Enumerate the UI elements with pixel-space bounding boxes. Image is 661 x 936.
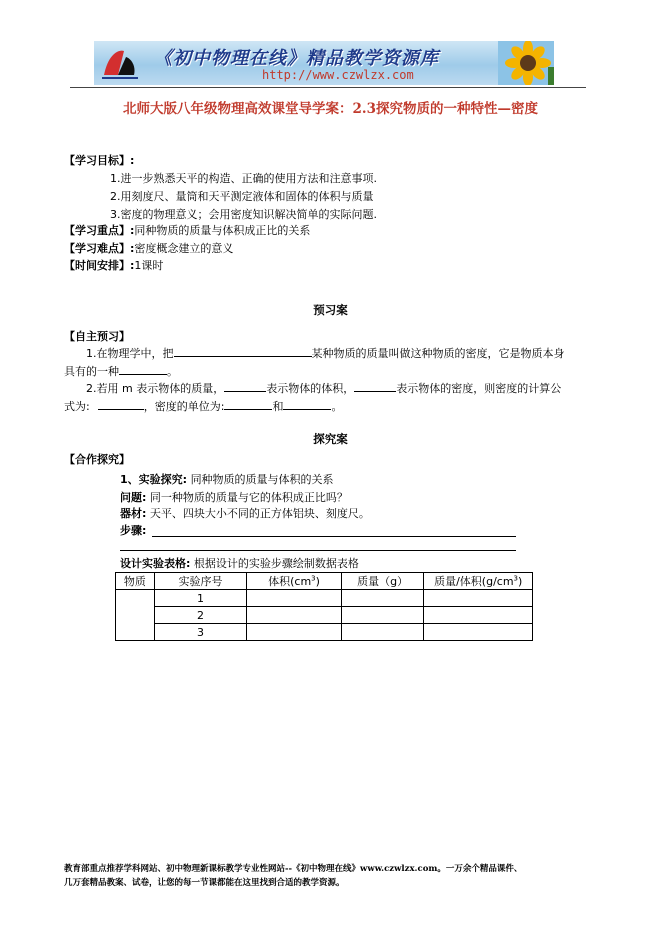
experiment-table xyxy=(115,572,533,641)
goals-label: 【学习目标】: xyxy=(64,154,135,167)
header-volume: 体积$(cm^3)$ xyxy=(247,573,342,590)
preview-q1-line2: 具有的一种 。 xyxy=(64,365,178,378)
difficulty-text: 密度概念建立的意义 xyxy=(134,242,234,255)
header-banner xyxy=(94,41,554,85)
steps-label: 步骤: xyxy=(120,524,147,537)
footer-line-1: 教育部重点推荐学科网站、初中物理新课标教学专业性网站--《初中物理在线》www.czwlzx.com。一万余个精品课件、 xyxy=(64,864,523,874)
header-mass: 质量（g） xyxy=(341,573,424,590)
key-point-label: 【学习重点】: xyxy=(64,224,135,237)
explore-section-title: 探究案 xyxy=(313,432,348,446)
q1-blank-1[interactable] xyxy=(174,345,312,357)
steps-blank-line-2[interactable] xyxy=(120,550,516,551)
experiment-line: 1、实验探究: 同种物质的质量与体积的关系 xyxy=(120,473,334,486)
footer-line-2: 几万套精品教案、试卷，让您的每一节课都能在这里找到合适的教学资源。 xyxy=(64,878,345,888)
ratio-cell[interactable] xyxy=(424,607,533,624)
banner-url: http://www.czwlzx.com xyxy=(262,68,414,82)
difficulty-label: 【学习难点】: xyxy=(64,242,135,255)
self-preview-label: 【自主预习】 xyxy=(64,330,130,343)
question-line: 问题: 同一种物质的质量与它的体积成正比吗？ xyxy=(120,491,348,504)
page-footer xyxy=(64,862,604,890)
equipment-line: 器材: 天平、四块大小不同的正方体铝块、刻度尺。 xyxy=(120,507,370,520)
sunflower-icon xyxy=(498,41,554,85)
key-point-text: 同种物质的质量与体积成正比的关系 xyxy=(134,224,311,237)
difficulty xyxy=(64,240,233,256)
preview-q2-line1: 2.若用 m 表示物体的质量， 表示物体的体积， 表示物体的密度，则密度的计算公 xyxy=(86,382,562,395)
ratio-cell[interactable] xyxy=(424,590,533,607)
mass-cell[interactable] xyxy=(341,590,424,607)
goal-item-1: 1.进一步熟悉天平的构造、正确的使用方法和注意事项. xyxy=(110,172,377,185)
volume-cell[interactable] xyxy=(247,590,342,607)
schedule-text: 1课时 xyxy=(134,259,164,272)
coop-label: 【合作探究】 xyxy=(64,453,130,466)
q2-blank-density[interactable] xyxy=(354,380,396,392)
volume-cell[interactable] xyxy=(247,607,342,624)
volume-cell[interactable] xyxy=(247,624,342,641)
trial-number: 1 xyxy=(154,590,246,607)
header-divider xyxy=(70,87,586,88)
document-title: 北师大版八年级物理高效课堂导学案：2.3探究物质的一种特性—密度 xyxy=(123,101,538,117)
steps-blank-line-1[interactable] xyxy=(152,536,516,537)
preview-q1-line1: 1.在物理学中，把 某种物质的质量叫做这种物质的密度，它是物质本身 xyxy=(86,347,565,360)
table-header-row xyxy=(116,573,533,590)
table-row xyxy=(116,590,533,607)
trial-number: 2 xyxy=(154,607,246,624)
header-mass-volume: 质量/体积$(g/cm^3)$ xyxy=(424,573,533,590)
q2-blank-unit-2[interactable] xyxy=(283,398,331,410)
q2-blank-volume[interactable] xyxy=(224,380,266,392)
q1-blank-2[interactable] xyxy=(119,363,167,375)
header-substance: 物质 xyxy=(116,573,155,590)
q2-blank-unit-1[interactable] xyxy=(224,398,272,410)
header-trial: 实验序号 xyxy=(154,573,246,590)
goal-item-2: 2.用刻度尺、量筒和天平测定液体和固体的体积与质量 xyxy=(110,190,374,203)
mass-cell[interactable] xyxy=(341,607,424,624)
site-logo-icon xyxy=(100,45,140,81)
schedule xyxy=(64,257,163,273)
goal-item-3: 3.密度的物理意义；会用密度知识解决简单的实际问题. xyxy=(110,208,377,221)
preview-q2-line2: 式为: ，密度的单位为: 和 。 xyxy=(64,400,343,413)
banner-title: 《初中物理在线》精品教学资源库 xyxy=(154,48,439,69)
ratio-cell[interactable] xyxy=(424,624,533,641)
key-point xyxy=(64,222,310,238)
table-row xyxy=(116,624,533,641)
q2-blank-formula[interactable] xyxy=(98,398,144,410)
preview-section-title: 预习案 xyxy=(313,303,348,317)
substance-cell[interactable] xyxy=(116,590,155,641)
schedule-label: 【时间安排】: xyxy=(64,259,135,272)
trial-number: 3 xyxy=(154,624,246,641)
mass-cell[interactable] xyxy=(341,624,424,641)
table-row xyxy=(116,607,533,624)
design-line: 设计实验表格: 根据设计的实验步骤绘制数据表格 xyxy=(120,557,359,570)
